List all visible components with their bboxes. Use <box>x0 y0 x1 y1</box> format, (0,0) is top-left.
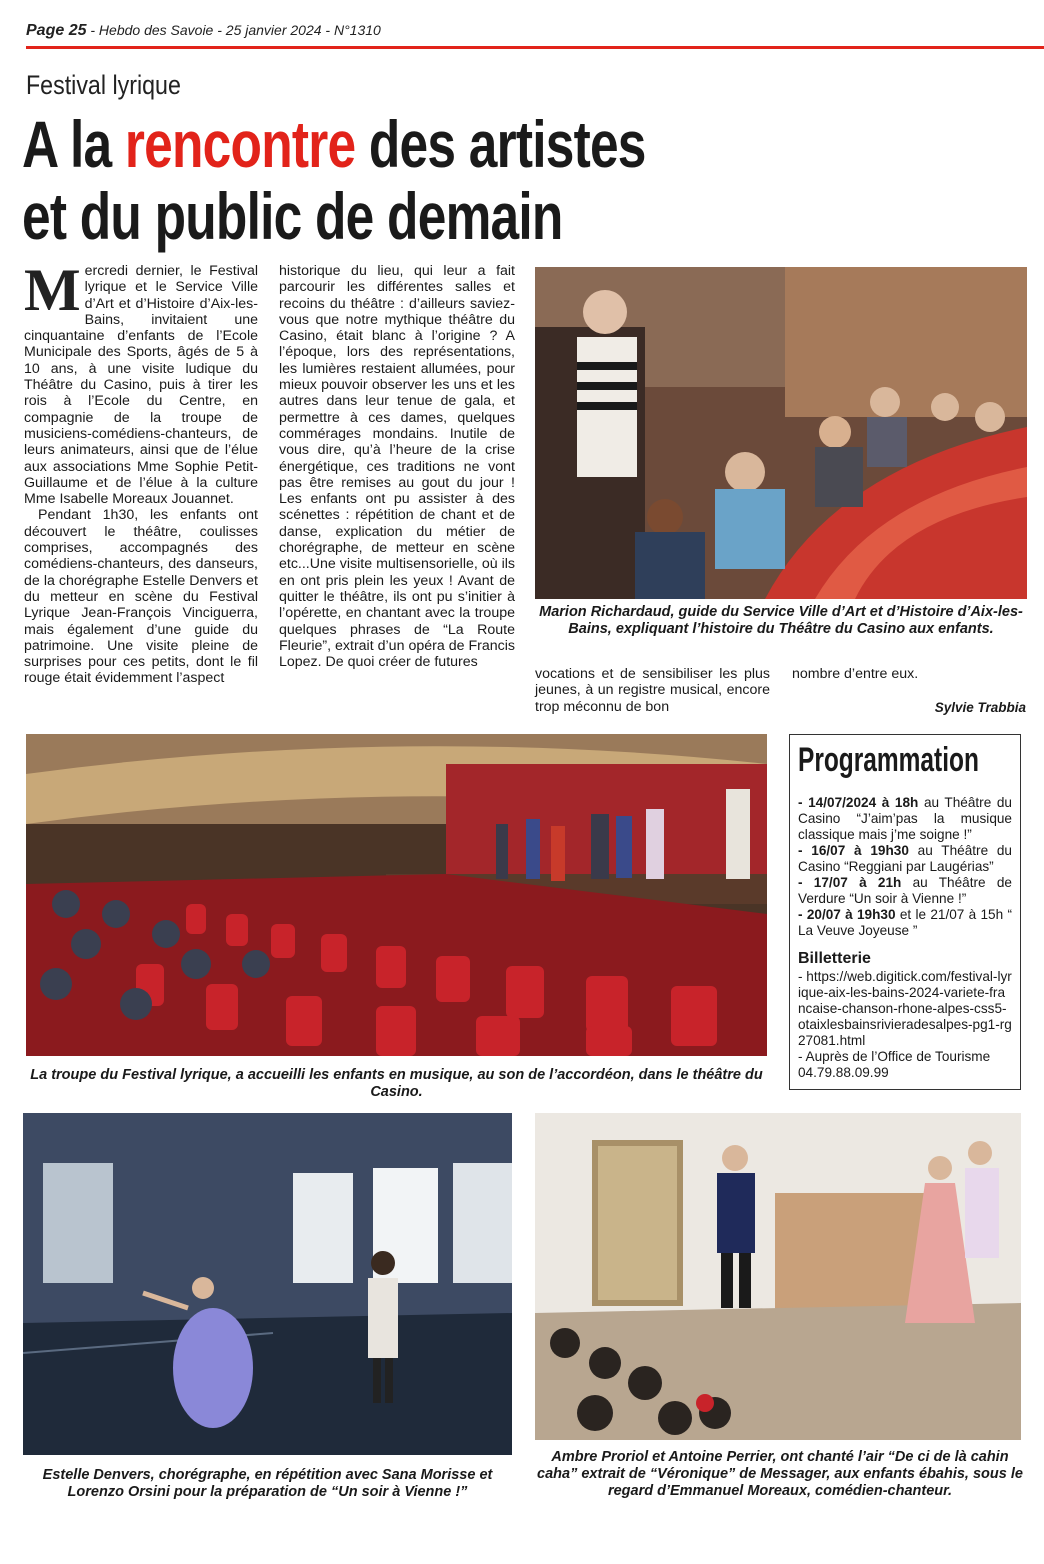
programmation-item <box>798 843 1012 875</box>
paragraph-1: ercredi dernier, le Festival lyrique et le Service Ville d’Art et d’Histoire d’Aix-les-Bains, invitaient une cinquantaine d’enfants de l’Ecole Municipale des Sports, âgés de 5 à 10 ans, à une visite ludique du Théâtre du Casino, puis à tirer les rois à l’Ecole du Centre, en compagnie de la troupe de musiciens-comédiens-chanteurs, de leurs animateurs, ainsi que de l’élue aux associations Mme Sophie Petit-Guillaume et de l’élue à la culture Mme Isabelle Moreaux Jouannet. <box>24 263 258 508</box>
photo-guide-children <box>535 267 1027 599</box>
title-highlight: rencontre <box>124 107 356 181</box>
billetterie-url: - https://web.digitick.com/festival-lyrique-aix-les-bains-2024-variete-francaise-chanson-rhone-alpes-css5-otaixlesbainsrivieradesalpes-pg1-rg27081.html <box>798 969 1012 1048</box>
article-column-3: vocations et de sensibiliser les plus jeunes, à un registre musical, encore trop méconnu de bon <box>535 666 770 715</box>
programmation-date: - 14/07/2024 à 18h <box>798 795 919 810</box>
programmation-item <box>798 907 1012 939</box>
article-column-2 <box>279 263 515 670</box>
programmation-item <box>798 795 1012 843</box>
author-byline: Sylvie Trabbia <box>934 700 1026 715</box>
programmation-text: au Théâtre du Casino “Reggiani par Laugérias” <box>798 843 1012 874</box>
photo-theatre-troupe <box>26 734 767 1056</box>
caption-photo-3: Estelle Denvers, chorégraphe, en répétition avec Sana Morisse et Lorenzo Orsini pour la préparation de “Un soir à Vienne !” <box>42 1467 493 1500</box>
caption-photo-4: Ambre Proriol et Antoine Perrier, ont chanté l’air “De ci de là cahin caha” extrait de “Véronique” de Messager, aux enfants ébahis, sous le regard d’Emmanuel Moreaux, comédien-chanteur. <box>537 1449 1023 1499</box>
article-column-1 <box>24 257 258 687</box>
programmation-date: - 20/07 à 19h30 <box>798 907 896 922</box>
billetterie-office: - Auprès de l’Office de Tourisme 04.79.88.09.99 <box>798 1049 991 1080</box>
caption-photo-1: Marion Richardaud, guide du Service Ville d’Art et d’Histoire d’Aix-les-Bains, expliquant l’histoire du Théâtre du Casino aux enfants. <box>539 604 1023 637</box>
billetterie-title: Billetterie <box>798 950 871 967</box>
paragraph-2: Pendant 1h30, les enfants ont découvert le théâtre, coulisses comprises, accompagnés des comédiens-chanteurs, des danseurs, de la chorégraphe Estelle Denvers et du metteur en scène du Festival Lyrique Jean-François Vinciguerra, mais également d’une guide du patrimoine. Une visite pleine de surprises pour ces petits, dont le fil rouge était évidemment l’aspect <box>24 507 258 687</box>
page-header <box>26 20 1044 49</box>
page-number: Page 25 <box>26 22 87 39</box>
programmation-item <box>798 875 1012 907</box>
programmation-text: et le 21/07 à 15h “ La Veuve Joyeuse ” <box>798 907 1012 938</box>
paragraph-3: historique du lieu, qui leur a fait parcourir les différentes salles et recoins du théâtre : d’ailleurs saviez-vous que notre mythique théâtre du Casino, était blanc à l’origine ? A l’époque, lors des représentations, les lumières restaient allumées, pour mieux pouvoir observer les uns et les autres dans leur tenue de gala, et permettre à ces dames, quelques commérages mondains. Inutile de vous dire, qu’à l’heure de la crise énergétique, ces traditions ne vont pas être remises au gout du jour ! Les enfants ont pu assister à des scénettes : répétition de chant et de danse, explication du métier de chorégraphe, de metteur en scène etc...Une visite multisensorielle, où ils en ont pris plein les yeux ! Avant de quitter le théâtre, ils ont pu s’initier à l’opérette, en chantant avec la troupe quelques phrases de “La Route Fleurie”, extrait d’un opéra de Francis Lopez. De quoi créer de futures <box>279 263 515 671</box>
title-part: A la <box>22 107 125 181</box>
photo-dance-rehearsal <box>23 1113 512 1455</box>
article-column-4: nombre d’entre eux. <box>792 666 919 682</box>
title-line-2: et du public de demain <box>22 179 563 253</box>
programmation-text: au Théâtre de Verdure “Un soir à Vienne !” <box>798 875 1012 906</box>
programmation-box <box>789 734 1021 1090</box>
drop-cap: M <box>24 257 81 323</box>
title-line-1 <box>22 108 818 180</box>
caption-photo-2: La troupe du Festival lyrique, a accueilli les enfants en musique, au son de l’accordéon, dans le théâtre du Casino. <box>30 1067 763 1100</box>
header-text <box>26 20 1044 41</box>
programmation-date: - 16/07 à 19h30 <box>798 843 909 858</box>
programmation-date: - 17/07 à 21h <box>798 875 902 890</box>
photo-singers-piano <box>535 1113 1021 1440</box>
header-publication: - Hebdo des Savoie - 25 janvier 2024 - N°1310 <box>86 22 381 38</box>
article-title <box>22 108 818 252</box>
programmation-title: Programmation <box>798 741 979 779</box>
title-part: des artistes <box>355 107 646 181</box>
programmation-text: au Théâtre du Casino “J’aim’pas la musique classique mais j’me soigne !” <box>798 795 1012 842</box>
section-label: Festival lyrique <box>26 70 181 100</box>
